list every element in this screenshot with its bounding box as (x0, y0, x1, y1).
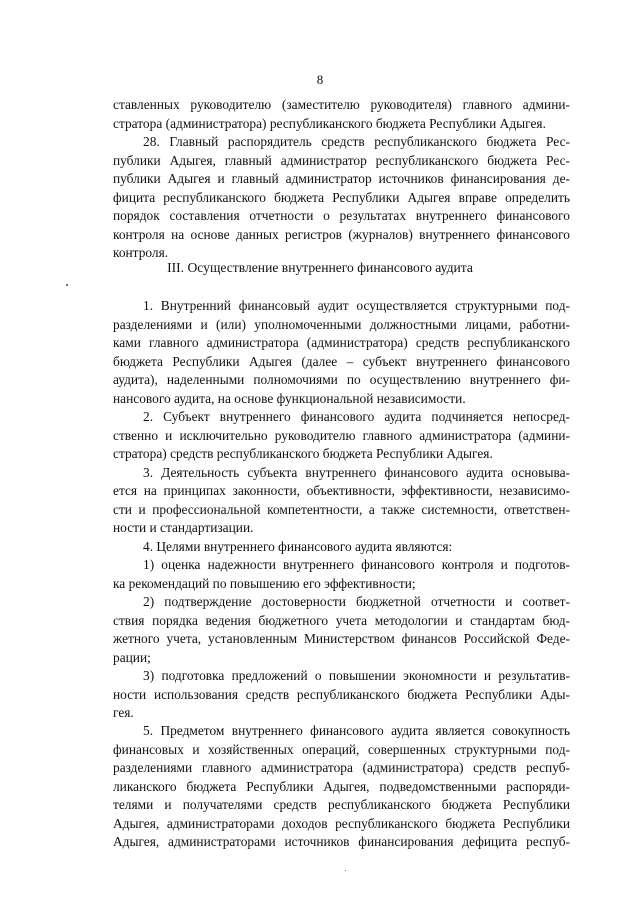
text-line: 4. Целями внутреннего финансового аудита являются: (143, 538, 453, 554)
paragraph-item-28 (113, 133, 570, 263)
text-line: гея. (113, 705, 134, 720)
text-line: нансового аудита, на основе функциональной независимости. (113, 390, 466, 406)
scan-speck (345, 870, 346, 871)
text-line: ликанского бюджета Республики Адыгея, подведомственными распоряди- (113, 778, 570, 794)
text-line: 2. Субъект внутреннего финансового аудита подчиняется непосред- (143, 409, 570, 424)
text-line: бюджета Республики Адыгея (далее – субъект внутреннего финансового (113, 353, 570, 369)
page-number: 8 (316, 72, 324, 87)
text-line: публики Адыгея и главный администратор источников финансирования де- (113, 171, 570, 186)
text-line: 28. Главный распорядитель средств республиканского бюджета Рес- (143, 134, 570, 149)
text-line: фицита республиканского бюджета Республики Адыгея вправе определить (113, 189, 570, 205)
text-line: 1) оценка надежности внутреннего финансового контроля и подготов- (143, 557, 570, 572)
text-line: стратора (администратора) республиканского бюджета Республики Адыгея. (113, 115, 546, 131)
text-line: контроля. (113, 245, 169, 260)
text-line: ка рекомендаций по повышению его эффективности; (113, 575, 416, 591)
text-line: разделениями и (или) уполномоченными должностными лицами, работни- (113, 316, 570, 332)
text-line: сти и профессиональной компетентности, а также системности, ответствен- (113, 501, 570, 517)
text-line: 3. Деятельность субъекта внутреннего финансового аудита основыва- (143, 464, 570, 480)
text-line: 3) подготовка предложений о повышении экономности и результатив- (143, 668, 570, 683)
section-heading: III. Осуществление внутреннего финансового аудита (167, 260, 473, 275)
text-line: телями и получателями средств республиканского бюджета Республики (113, 797, 570, 812)
text-line: 1. Внутренний финансовый аудит осуществляется структурными под- (143, 298, 570, 313)
text-line: Адыгея, администраторами источников финансирования дефицита респуб- (113, 834, 570, 849)
text-line: Адыгея, администраторами доходов республиканского бюджета Республики (113, 815, 570, 831)
text-line: разделениями главного администратора (администратора) средств респуб- (113, 760, 570, 775)
section-body (113, 297, 570, 723)
text-line: 5. Предметом внутреннего финансового аудита является совокупность (143, 723, 570, 738)
text-line: ности и стандартизации. (113, 520, 254, 535)
text-line: финансовых и хозяйственных операций, совершенных структурными под- (113, 741, 570, 757)
text-line: контроля на основе данных регистров (журналов) внутреннего финансового (113, 226, 570, 242)
text-line: жетного учета, установленным Министерством финансов Российской Феде- (113, 631, 570, 646)
text-line: публики Адыгея, главный администратор республиканского бюджета Рес- (113, 152, 570, 168)
text-line: ственно и исключительно руководителю главного администратора (админи- (113, 427, 570, 443)
text-line: ется на принципах законности, объективности, эффективности, независимо- (113, 483, 570, 498)
text-line: аудита), наделенными полномочиями по осуществлению внутреннего фи- (113, 372, 570, 387)
paragraph-continuation (113, 96, 570, 133)
text-line: рации; (113, 649, 151, 665)
text-line: стратора) средств республиканского бюджета Республики Адыгея. (113, 446, 493, 461)
text-line: ставленных руководителю (заместителю руководителя) главного админи- (113, 97, 570, 112)
paragraph-item-5 (113, 722, 570, 852)
text-line: ствия порядка ведения бюджетного учета методологии и стандартам бюд- (113, 612, 570, 628)
text-line: ности использования средств республиканского бюджета Республики Ады- (113, 686, 570, 702)
text-line: ками главного администратора (администратора) средств республиканского (113, 335, 570, 350)
scan-speck (66, 284, 68, 286)
text-line: порядок составления отчетности о результатах внутреннего финансового (113, 208, 570, 223)
text-line: 2) подтверждение достоверности бюджетной отчетности и соответ- (143, 594, 570, 609)
